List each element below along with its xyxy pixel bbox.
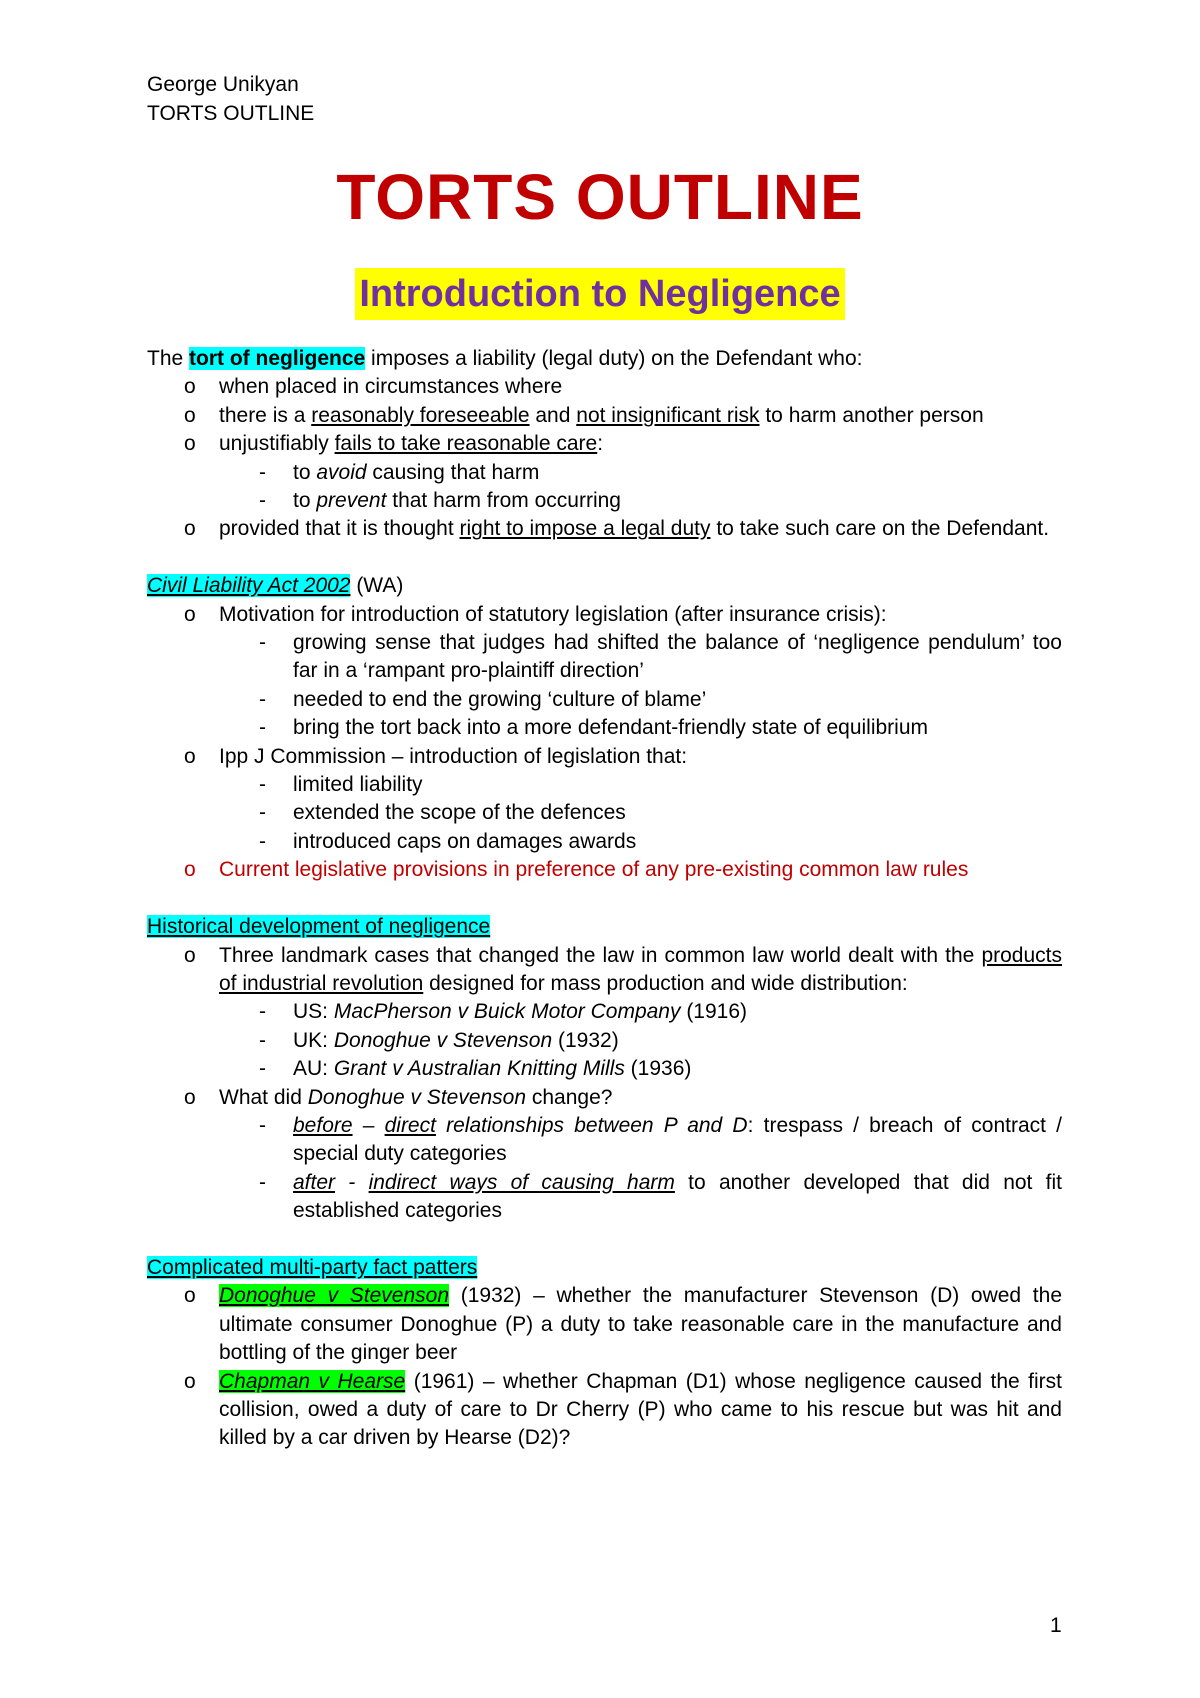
- section-heading-history: [147, 913, 1062, 941]
- document-title: TORTS OUTLINE: [336, 161, 864, 233]
- list-item: o when placed in circumstances where: [147, 373, 1062, 401]
- list-item: o there is a reasonably foreseeable and not insignificant risk to harm another person: [147, 402, 1062, 430]
- section-heading-multi: [147, 1254, 1062, 1282]
- header-author: George Unikyan: [147, 73, 299, 96]
- list-item: o Donoghue v Stevenson (1932) – whether the manufacturer Stevenson (D) owed the ultimate consumer Donoghue (P) a duty to take reasonable care in the manufacture and bottling of the ginger beer: [147, 1282, 1062, 1367]
- sub-list-item: - after - indirect ways of causing harm to another developed that did not fit established categories: [147, 1169, 1062, 1226]
- sub-list-item: - to prevent that harm from occurring: [147, 487, 1062, 515]
- list-item: o provided that it is thought right to impose a legal duty to take such care on the Defendant.: [147, 515, 1062, 543]
- header-doc-title: TORTS OUTLINE: [147, 102, 315, 125]
- list-item: o Three landmark cases that changed the law in common law world dealt with the products of industrial revolution designed for mass production and wide distribution:: [147, 942, 1062, 999]
- list-item: o Motivation for introduction of statutory legislation (after insurance crisis):: [147, 601, 1062, 629]
- page-header: [147, 70, 314, 128]
- subtitle-container: [0, 268, 1200, 320]
- highlight-heading: Historical development of negligence: [147, 915, 491, 939]
- sub-list-item: - bring the tort back into a more defendant-friendly state of equilibrium: [147, 714, 1062, 742]
- list-item: o What did Donoghue v Stevenson change?: [147, 1084, 1062, 1112]
- sub-list-item: - needed to end the growing ‘culture of blame’: [147, 686, 1062, 714]
- sub-list-item: - introduced caps on damages awards: [147, 828, 1062, 856]
- sub-list-item: - AU: Grant v Australian Knitting Mills (1936): [147, 1055, 1062, 1083]
- case-highlight: Donoghue v Stevenson: [219, 1284, 450, 1308]
- sub-list-item: - before – direct relationships between P and D: trespass / breach of contract / special duty categories: [147, 1112, 1062, 1169]
- section-subtitle: Introduction to Negligence: [355, 268, 844, 320]
- sub-list-item: - UK: Donoghue v Stevenson (1932): [147, 1027, 1062, 1055]
- list-item: o Ipp J Commission – introduction of legislation that:: [147, 743, 1062, 771]
- sub-list-item: - to avoid causing that harm: [147, 459, 1062, 487]
- document-body: [147, 345, 1062, 1453]
- list-item: o unjustifiably fails to take reasonable care:: [147, 430, 1062, 458]
- case-highlight: Chapman v Hearse: [219, 1369, 406, 1393]
- sub-list-item: - growing sense that judges had shifted the balance of ‘negligence pendulum’ too far in a ‘rampant pro-plaintiff direction’: [147, 629, 1062, 686]
- page-number: 1: [1050, 1614, 1062, 1637]
- sub-list-item: - extended the scope of the defences: [147, 799, 1062, 827]
- highlight-term: tort of negligence: [189, 347, 366, 370]
- list-item-emphasis: o Current legislative provisions in preference of any pre-existing common law rules: [147, 856, 1062, 884]
- highlight-heading: Civil Liability Act 2002: [147, 574, 351, 598]
- intro-paragraph: The tort of negligence imposes a liability (legal duty) on the Defendant who:: [147, 347, 863, 370]
- highlight-heading: Complicated multi-party fact patters: [147, 1255, 478, 1279]
- section-heading-cla: Civil Liability Act 2002 (WA): [147, 574, 404, 598]
- sub-list-item: - US: MacPherson v Buick Motor Company (1916): [147, 998, 1062, 1026]
- list-item: o Chapman v Hearse (1961) – whether Chapman (D1) whose negligence caused the first collision, owed a duty of care to Dr Cherry (P) who came to his rescue but was hit and killed by a car driven by Hearse (D2)?: [147, 1368, 1062, 1453]
- sub-list-item: - limited liability: [147, 771, 1062, 799]
